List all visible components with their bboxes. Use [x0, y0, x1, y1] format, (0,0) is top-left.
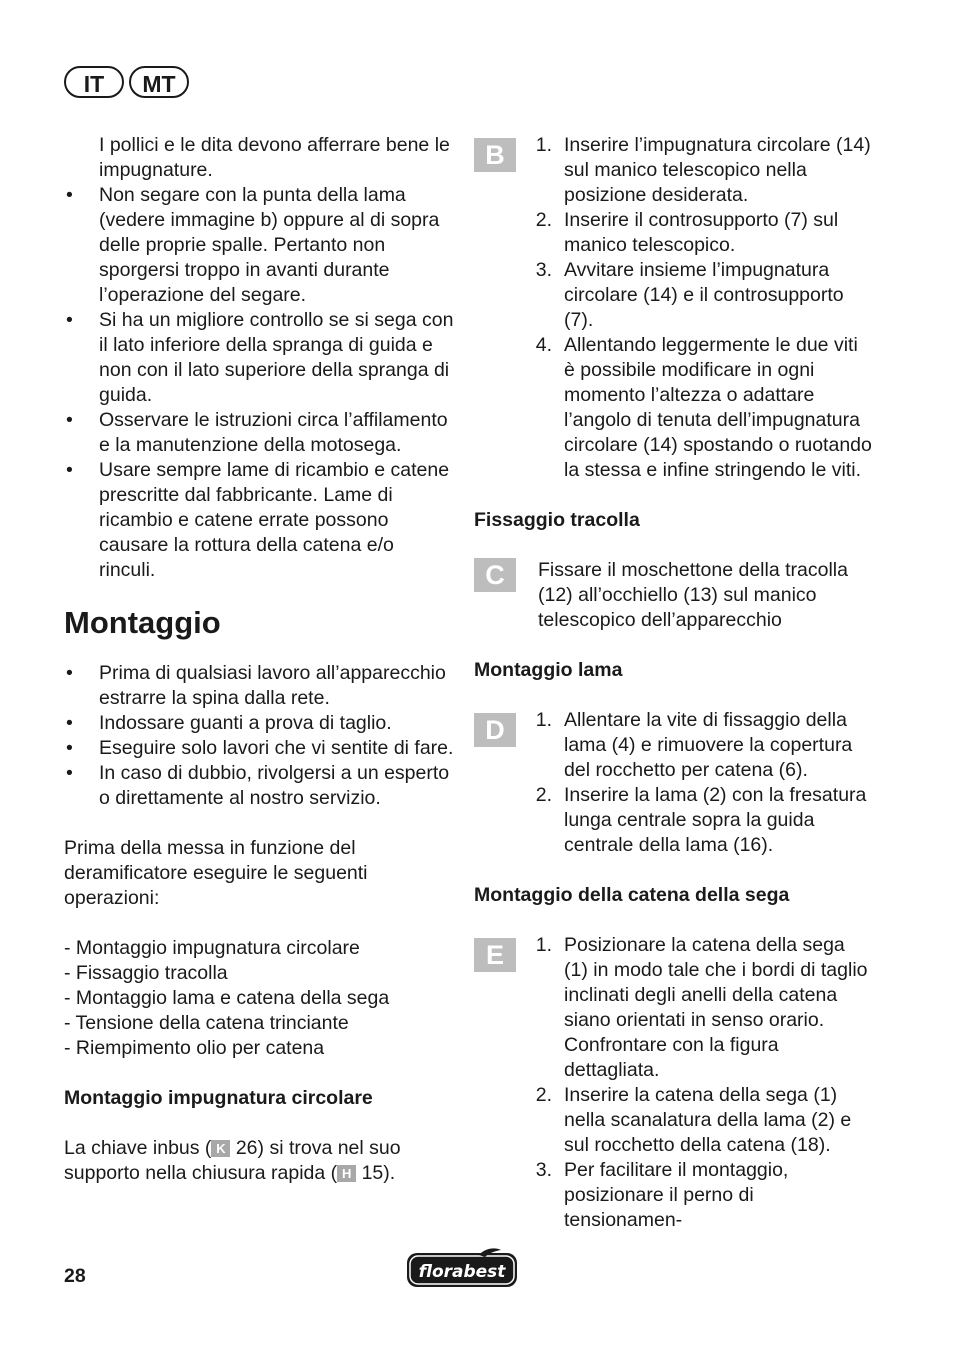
allen-text-1: La chiave inbus ( — [64, 1137, 212, 1159]
list-item-text: Usare sempre lame di ricambio e catene prescritte dal fabbricante. Lame di ricambio e catene errate possono causare la rottura della catena e/o rinculi. — [99, 459, 450, 581]
numbered-item — [474, 333, 874, 483]
figure-badge-b: B — [474, 138, 516, 172]
operation-step: - Montaggio impugnatura circolare — [64, 937, 360, 959]
numbered-item — [474, 1158, 874, 1233]
figure-badge-k: K — [211, 1140, 230, 1157]
item-number: 2. — [535, 1084, 552, 1106]
list-item — [64, 711, 454, 736]
item-number: 1. — [535, 934, 552, 956]
before-operation-text: Prima della messa in funzione del deramificatore eseguire le seguenti operazioni: — [64, 837, 368, 909]
allen-text-3: 15). — [356, 1162, 396, 1184]
figure-badge-e: E — [474, 938, 516, 972]
item-text: Allentando leggermente le due viti è possibile modificare in ogni momento l’altezza o adattare l’angolo di tenuta dell’impugnatura circolare (14) spostando o ruotando la stessa e infine stringendo le viti. — [564, 334, 872, 481]
page-number: 28 — [64, 1265, 86, 1287]
figure-badge-h: H — [337, 1165, 356, 1182]
list-item-text: Si ha un migliore controllo se si sega con il lato inferiore della spranga di guida e non con il lato superiore della spranga di guida. — [99, 309, 454, 406]
numbered-item — [474, 708, 874, 783]
list-item — [64, 183, 454, 308]
subheading-lama: Montaggio lama — [474, 659, 623, 681]
item-text: Inserire il controsupporto (7) sul manico telescopico. — [564, 209, 839, 256]
numbered-item — [474, 133, 874, 208]
bullet-icon: • — [66, 737, 73, 759]
numbered-item — [474, 933, 874, 1083]
item-text: Posizionare la catena della sega (1) in modo tale che i bordi di taglio inclinati degli anelli della catena siano orientati in senso orario. Confrontare con la figura dettagliata. — [564, 934, 868, 1081]
figure-badge-d: D — [474, 713, 516, 747]
bullet-icon: • — [66, 762, 73, 784]
language-badge-it: IT — [64, 66, 124, 98]
list-item — [64, 661, 454, 711]
item-number: 1. — [535, 709, 552, 731]
list-item — [64, 761, 454, 811]
list-item — [64, 458, 454, 583]
figure-badge-c: C — [474, 558, 516, 592]
item-number: 2. — [535, 784, 552, 806]
list-item — [64, 736, 454, 761]
numbered-item — [474, 1083, 874, 1158]
bullet-icon: • — [66, 184, 73, 206]
subheading-catena: Montaggio della catena della sega — [474, 884, 790, 906]
florabest-logo — [405, 1247, 519, 1289]
bullet-icon: • — [66, 309, 73, 331]
list-item-text: In caso di dubbio, rivolgersi a un esperto o direttamente al nostro servizio. — [99, 762, 450, 809]
list-item-text: Osservare le istruzioni circa l’affilamento e la manutenzione della motosega. — [99, 409, 448, 456]
subheading-tracolla: Fissaggio tracolla — [474, 509, 640, 531]
allen-key-text — [64, 1136, 454, 1186]
allen-text-2: 26) si trova nel suo supporto nella chiusura rapida ( — [64, 1137, 401, 1184]
list-item-text: Eseguire solo lavori che vi sentite di fare. — [99, 737, 454, 759]
item-text: Inserire l’impugnatura circolare (14) sul manico telescopico nella posizione desiderata. — [564, 134, 871, 206]
item-number: 2. — [535, 209, 552, 231]
operation-step: - Riempimento olio per catena — [64, 1037, 325, 1059]
operation-step: - Fissaggio tracolla — [64, 962, 228, 984]
list-item-text: Non segare con la punta della lama (vedere immagine b) oppure al di sopra delle proprie spalle. Pertanto non sporgersi troppo in avanti durante l’operazione del segare. — [99, 184, 440, 306]
numbered-item — [474, 783, 874, 858]
logo-text: florabest — [418, 1262, 506, 1282]
section-b — [474, 133, 874, 483]
right-column — [474, 133, 874, 1233]
list-item — [64, 308, 454, 408]
item-text: Inserire la lama (2) con la fresatura lunga centrale sopra la guida centrale della lama (16). — [564, 784, 867, 856]
bullet-icon: • — [66, 459, 73, 481]
item-number: 3. — [535, 259, 552, 281]
operation-step: - Tensione della catena trinciante — [64, 1012, 349, 1034]
list-item-text: Indossare guanti a prova di taglio. — [99, 712, 392, 734]
operation-step: - Montaggio lama e catena della sega — [64, 987, 390, 1009]
left-column — [64, 133, 454, 1186]
bullet-icon: • — [66, 662, 73, 684]
item-text: Avvitare insieme l’impugnatura circolare (14) e il controsupporto (7). — [564, 259, 844, 331]
list-item-text: Prima di qualsiasi lavoro all’apparecchio estrarre la spina dalla rete. — [99, 662, 446, 709]
section-heading-montaggio: Montaggio — [64, 605, 221, 640]
item-number: 1. — [535, 134, 552, 156]
numbered-item — [474, 208, 874, 258]
language-badge-mt: MT — [129, 66, 189, 98]
intro-continuation: I pollici e le dita devono afferrare bene le impugnature. — [99, 134, 450, 181]
section-d — [474, 708, 874, 858]
subheading-impugnatura: Montaggio impugnatura circolare — [64, 1087, 373, 1109]
numbered-item — [474, 258, 874, 333]
item-number: 4. — [535, 334, 552, 356]
bullet-icon: • — [66, 712, 73, 734]
section-e — [474, 933, 874, 1233]
list-item — [64, 408, 454, 458]
tracolla-text: Fissare il moschettone della tracolla (12) all’occhiello (13) sul manico telescopico dell’apparecchio — [538, 559, 848, 631]
bullet-icon: • — [66, 409, 73, 431]
item-text: Per facilitare il montaggio, posizionare il perno di tensionamen- — [564, 1159, 789, 1231]
item-text: Allentare la vite di fissaggio della lama (4) e rimuovere la copertura del rocchetto per catena (6). — [564, 709, 853, 781]
item-text: Inserire la catena della sega (1) nella scanalatura della lama (2) e sul rocchetto della catena (18). — [564, 1084, 852, 1156]
item-number: 3. — [535, 1159, 552, 1181]
section-c — [474, 558, 874, 633]
